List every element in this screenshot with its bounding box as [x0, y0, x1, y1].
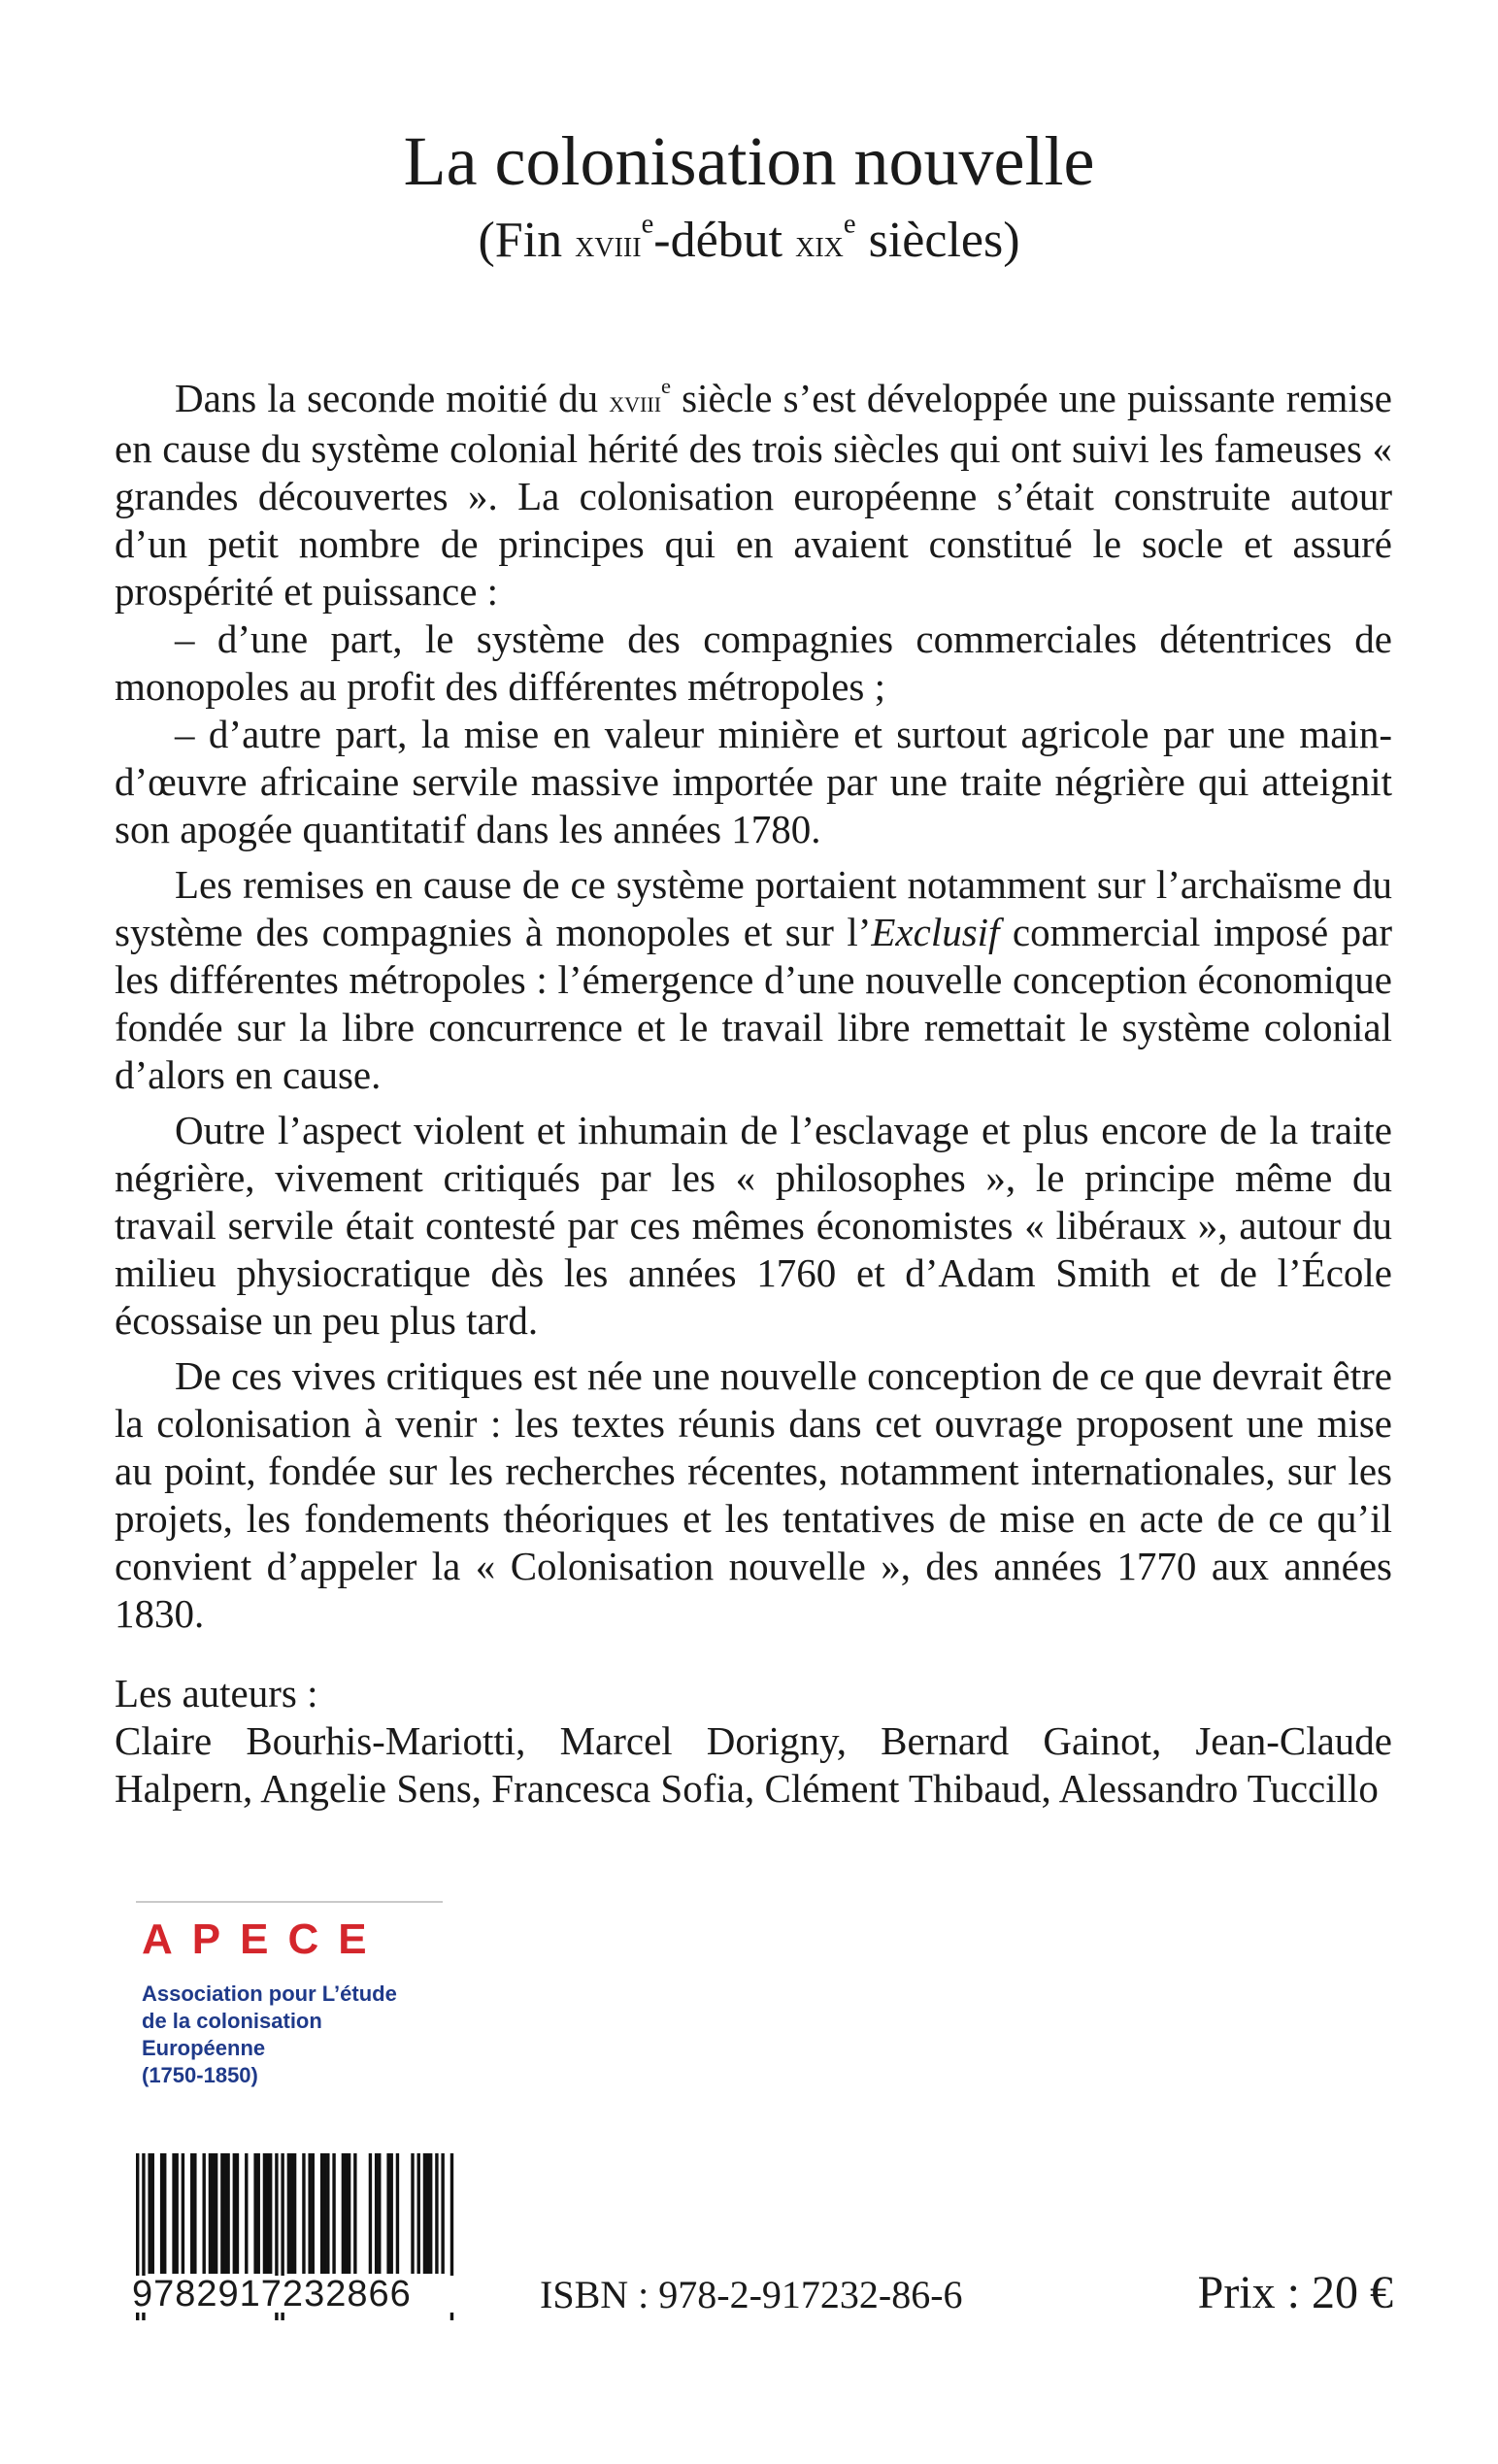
price: Prix : 20 € [1197, 2267, 1393, 2318]
principles-list [115, 616, 1392, 853]
exclusif-term: Exclusif [871, 910, 1000, 954]
intro-superscript: e [661, 373, 672, 398]
paragraph-conclusion: De ces vives critiques est née une nouvelle conception de ce que devrait être la colonisation à venir : les textes réunis dans cet ouvrage proposent une mise au point, fondée sur les recherches récentes, notamment internationales, sur les projets, les fondements théoriques et les tentatives de mise en acte de ce qu’il convient d’appeler la « Colonisation nouvelle », des années 1770 aux années 1830. [115, 1353, 1392, 1636]
subtitle-middle: -début [653, 213, 796, 268]
barcode-digits: 9782917232866 [132, 2276, 462, 2313]
book-subtitle [0, 209, 1498, 268]
authors-block [115, 1670, 1392, 1813]
publisher-line: de la colonisation [142, 2009, 322, 2033]
paragraph-slavery: Outre l’aspect violent et inhumain de l’esclavage et plus encore de la traite négrière, vivement critiqués par les « philosophes », le principe même du travail servile était contesté par ces mêmes économistes « libéraux », autour du milieu physiocratique dès les années 1760 et d’Adam Smith et de l’École écossaise un peu plus tard. [115, 1108, 1392, 1343]
back-cover-text [115, 375, 1392, 1638]
list-item: – d’une part, le système des compagnies commerciales détentrices de monopoles au profit des différentes métropoles ; [115, 616, 1392, 709]
publisher-line: (1750-1850) [142, 2063, 258, 2087]
paragraph-intro [115, 375, 1392, 616]
publisher-logo [142, 1915, 472, 2089]
publisher-description [142, 1981, 472, 2089]
publisher-name: APECE [142, 1915, 386, 1963]
intro-part1: Dans la seconde moitié du [175, 376, 610, 420]
publisher-line: Européenne [142, 2036, 266, 2060]
subtitle-century-start: xviii [575, 221, 642, 265]
subtitle-open: (Fin [478, 213, 576, 268]
subtitle-century-end: xix [795, 221, 844, 265]
subtitle-superscript-end: e [843, 209, 856, 240]
critiques-part1: Les remises en cause de ce système portaient notamment sur l’archaïsme du système des compagnies à monopoles et sur l’ [115, 862, 1392, 954]
intro-part2: siècle s’est développée une puissante remise en cause du système colonial hérité des trois siècles qui ont suivi les fameuses « grandes découvertes ». La colonisation européenne s’était construite autour d’un petit nombre de principes qui en avaient constitué le socle et assuré prospérité et puissance : [115, 376, 1392, 614]
publisher-divider [136, 1901, 443, 1903]
intro-century: xviii [609, 384, 662, 418]
isbn: ISBN : 978-2-917232-86-6 [540, 2273, 963, 2316]
publisher-line: Association pour L’étude [142, 1981, 397, 2006]
critiques-part2: commercial imposé par les différentes métropoles : l’émergence d’une nouvelle conception économique fondée sur la libre concurrence et le travail libre remettait le système colonial d’alors en cause. [115, 910, 1393, 1097]
authors-names: Claire Bourhis-Mariotti, Marcel Dorigny, Bernard Gainot, Jean-Claude Halpern, Angelie Sens, Francesca Sofia, Clément Thibaud, Alessandro Tuccillo [115, 1718, 1392, 1811]
paragraph-critiques [115, 861, 1392, 1099]
subtitle-close: siècles) [855, 213, 1020, 268]
subtitle-superscript-start: e [641, 209, 654, 240]
list-item: – d’autre part, la mise en valeur minière et surtout agricole par une main-d’œuvre africaine servile massive importée par une traite négrière qui atteignit son apogée quantitatif dans les années 1780. [115, 712, 1392, 851]
authors-label: Les auteurs : [115, 1671, 318, 1715]
book-title: La colonisation nouvelle [403, 122, 1095, 200]
